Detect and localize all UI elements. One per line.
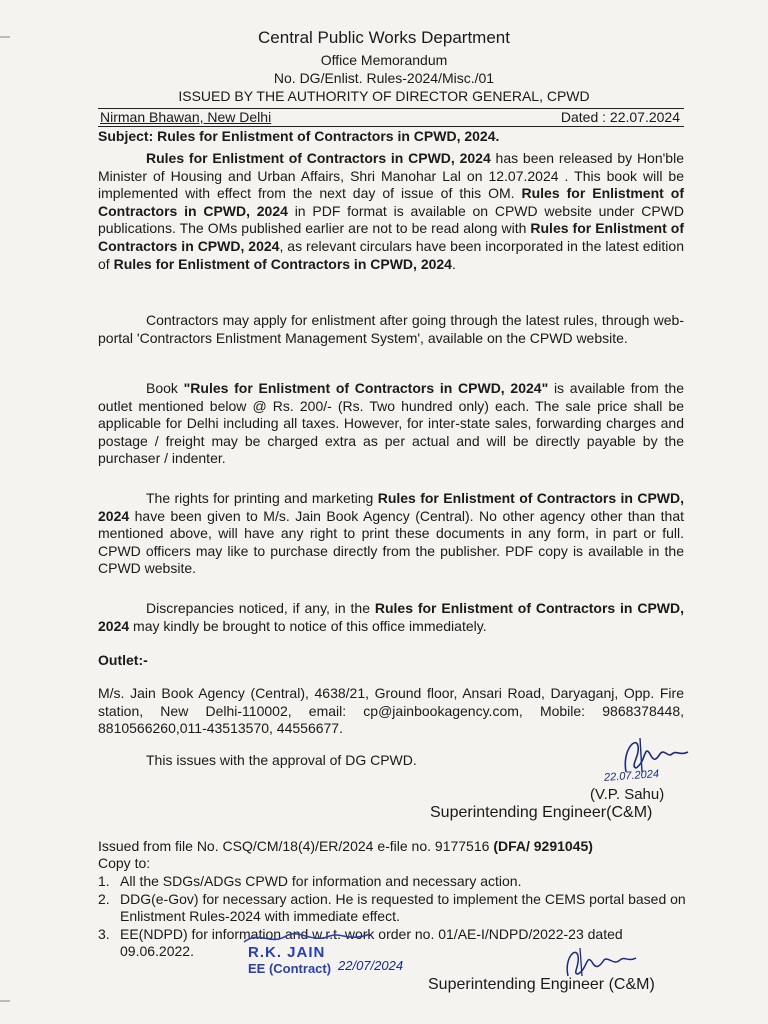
signatory-name: (V.P. Sahu) bbox=[590, 786, 665, 803]
approval-note: This issues with the approval of DG CPWD. bbox=[146, 752, 417, 768]
list-item: 2. DDG(e-Gov) for necessary action. He is requested to implement the CEMS portal based on Enlistment Rules-2024 with immediate effect. bbox=[98, 890, 686, 924]
stamp-date: 22/07/2024 bbox=[338, 958, 404, 973]
memo-number: No. DG/Enlist. Rules-2024/Misc./01 bbox=[273, 70, 495, 86]
list-item: 1. All the SDGs/ADGs CPWD for information and necessary action. bbox=[98, 873, 522, 889]
department-name: Central Public Works Department bbox=[258, 28, 510, 47]
issuing-authority: ISSUED BY THE AUTHORITY OF DIRECTOR GENERAL, CPWD bbox=[178, 88, 590, 104]
place-date-line bbox=[98, 108, 684, 127]
list-item: 3. EE(NDPD) for information and w.r.t. work order no. 01/AE-I/NDPD/2022-23 dated 09.06.2022. bbox=[98, 925, 623, 959]
signature-date: 22.07.2024 bbox=[603, 768, 660, 784]
paragraph-printing-rights: The rights for printing and marketing Rules for Enlistment of Contractors in CPWD, 2024 have been given to M/s. Jain Book Agency (Central). No other agency other than that mentioned above, will have any right to print these documents in any form, in part or full. CPWD officers may like to purchase directly from the publisher. PDF copy is available in the CPWD website. bbox=[98, 490, 684, 577]
outlet-heading: Outlet:- bbox=[98, 652, 148, 668]
footer-designation: Superintending Engineer (C&M) bbox=[428, 976, 655, 993]
paragraph-discrepancies: Discrepancies noticed, if any, in the Rules for Enlistment of Contractors in CPWD, 2024 may kindly be brought to notice of this office immediately. bbox=[98, 600, 684, 634]
issue-date: Dated : 22.07.2024 bbox=[560, 109, 680, 125]
receipt-stamp bbox=[230, 928, 450, 988]
stamp-name: R.K. JAIN bbox=[248, 944, 326, 961]
stamp-designation: EE (Contract) bbox=[248, 961, 332, 976]
paragraph-book-price: Book "Rules for Enlistment of Contractors in CPWD, 2024" is available from the outlet mentioned below @ Rs. 200/- (Rs. Two hundred only) each. The sale price shall be applicable for Delhi including all taxes. However, for inter-state sales, forwarding charges and postage / freight may be charged extra as per actual and will be directly payable by the purchaser / indenter. bbox=[98, 380, 684, 467]
dfa-number: (DFA/ 9291045) bbox=[493, 838, 593, 854]
place: Nirman Bhawan, New Delhi bbox=[100, 109, 272, 125]
outlet-address: M/s. Jain Book Agency (Central), 4638/21, Ground floor, Ansari Road, Daryaganj, Opp. Fire station, New Delhi-110002, email: cp@jainbookagency.com, Mobile: 9868378448, 8810566260,011-43513570, 44556677. bbox=[98, 685, 684, 737]
subject-line: Subject: Rules for Enlistment of Contractors in CPWD, 2024. bbox=[98, 128, 500, 144]
document-type: Office Memorandum bbox=[320, 52, 448, 68]
scan-edge-mark bbox=[0, 1000, 10, 1002]
paragraph-release: Rules for Enlistment of Contractors in CPWD, 2024 has been released by Hon'ble Minister of Housing and Urban Affairs, Shri Manohar Lal on 12.07.2024 . This book will be implemented with effect from the next day of issue of this OM. Rules for Enlistment of Contractors in CPWD, 2024 in PDF format is available on CPWD website under CPWD publications. The OMs published earlier are not to be read along with Rules for Enlistment of Contractors in CPWD, 2024, as relevant circulars have been incorporated in the latest edition of Rules for Enlistment of Contractors in CPWD, 2024. bbox=[98, 150, 685, 272]
signatory-designation: Superintending Engineer(C&M) bbox=[430, 804, 653, 821]
paragraph-enlistment-portal: Contractors may apply for enlistment after going through the latest rules, through web-portal 'Contractors Enlistment Management System', available on the CPWD website. bbox=[98, 312, 684, 346]
copy-to-label: Copy to: bbox=[98, 855, 151, 871]
file-reference: Issued from file No. CSQ/CM/18(4)/ER/2024 e-file no. 9177516 (DFA/ 9291045) bbox=[98, 838, 593, 854]
